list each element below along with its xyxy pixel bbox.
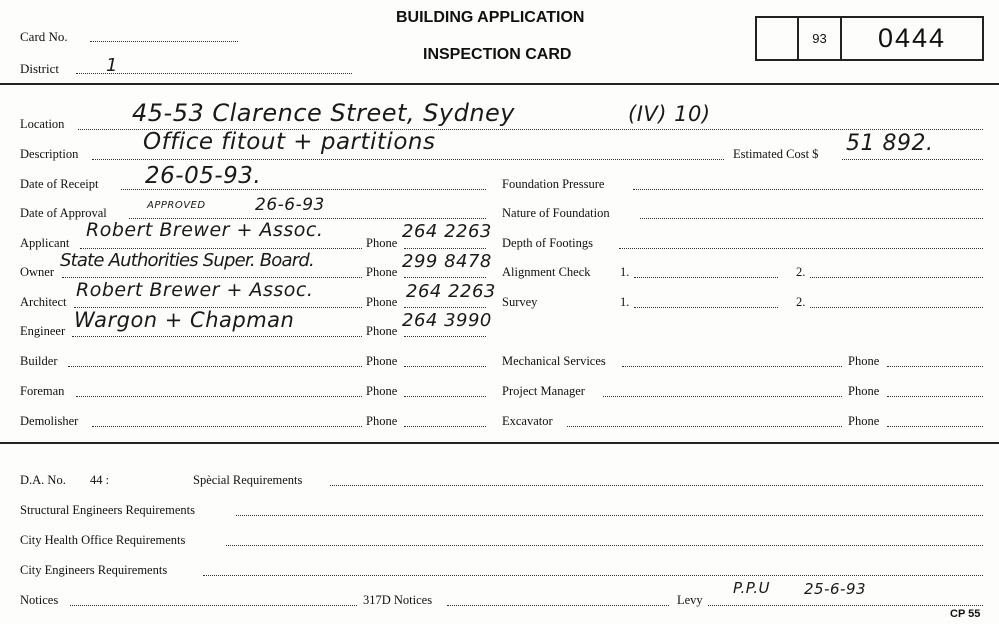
description-label: Description xyxy=(20,147,79,161)
date-of-receipt-value: 26-05-93. xyxy=(145,163,262,189)
district-label: District xyxy=(20,61,59,76)
title-line-2: INSPECTION CARD xyxy=(423,46,572,63)
architect-phone-value: 264 2263 xyxy=(406,281,496,302)
project-manager-label: Project Manager xyxy=(502,384,585,398)
levy-value: P.P.U xyxy=(733,579,770,597)
mechanical-phone-line xyxy=(887,366,983,367)
survey-num-2: 2. xyxy=(796,295,806,309)
estimated-cost-label: Estimated Cost $ xyxy=(733,147,819,161)
project-manager-phone-label: Phone xyxy=(848,384,880,398)
estimated-cost-value: 51 892. xyxy=(846,131,934,156)
date-of-approval-stamp: APPROVED xyxy=(147,200,206,211)
architect-phone-line xyxy=(404,307,486,308)
alignment-check-num-1: 1. xyxy=(620,265,630,279)
survey-label: Survey xyxy=(502,295,538,309)
nature-of-foundation-label: Nature of Foundation xyxy=(502,206,610,220)
structural-requirements-line xyxy=(236,515,983,516)
levy-line xyxy=(708,605,983,606)
number-box-blank xyxy=(757,18,799,59)
alignment-check-line-2 xyxy=(810,277,983,278)
applicant-phone-line xyxy=(404,248,486,249)
notices-label: Notices xyxy=(20,593,59,607)
engineer-label: Engineer xyxy=(20,324,66,338)
levy-date: 25-6-93 xyxy=(804,580,867,598)
date-of-approval-label: Date of Approval xyxy=(20,206,107,220)
top-divider xyxy=(0,83,999,85)
owner-value: State Authorities Super. Board. xyxy=(60,250,314,271)
alignment-check-num-2: 2. xyxy=(796,265,806,279)
number-box-number: 0444 xyxy=(877,23,947,53)
depth-of-footings-line xyxy=(619,248,983,249)
excavator-phone-label: Phone xyxy=(848,414,880,428)
mechanical-phone-label: Phone xyxy=(848,354,880,368)
middle-divider xyxy=(0,442,999,444)
project-manager-phone-line xyxy=(887,396,983,397)
engineer-phone-value: 264 3990 xyxy=(402,310,492,331)
date-of-receipt-label: Date of Receipt xyxy=(20,177,99,191)
mechanical-services-label: Mechanical Services xyxy=(502,354,606,368)
special-requirements-label: Spècial Requirements xyxy=(193,473,303,487)
structural-requirements-label: Structural Engineers Requirements xyxy=(20,503,195,517)
form-code: CP 55 xyxy=(950,608,981,620)
health-requirements-label: City Health Office Requirements xyxy=(20,533,186,547)
location-extra: (IV) 10) xyxy=(628,102,711,126)
engineer-line xyxy=(72,336,362,337)
foreman-line xyxy=(76,396,362,397)
notices-317d-label: 317D Notices xyxy=(363,593,433,607)
levy-label: Levy xyxy=(677,593,703,607)
location-label: Location xyxy=(20,117,65,131)
architect-label: Architect xyxy=(20,295,67,309)
foreman-label: Foreman xyxy=(20,384,65,398)
applicant-value: Robert Brewer + Assoc. xyxy=(86,219,324,241)
depth-of-footings-label: Depth of Footings xyxy=(502,236,593,250)
owner-label: Owner xyxy=(20,265,55,279)
owner-phone-line xyxy=(404,277,486,278)
builder-phone-label: Phone xyxy=(366,354,398,368)
card-no-label: Card No. xyxy=(20,29,68,44)
builder-label: Builder xyxy=(20,354,58,368)
applicant-label: Applicant xyxy=(20,236,70,250)
number-box-year: 93 xyxy=(799,18,842,59)
date-of-receipt-line xyxy=(121,189,486,190)
project-manager-line xyxy=(603,396,842,397)
demolisher-label: Demolisher xyxy=(20,414,79,428)
alignment-check-label: Alignment Check xyxy=(502,265,591,279)
engineer-phone-label: Phone xyxy=(366,324,398,338)
builder-phone-line xyxy=(404,366,486,367)
card-number-box xyxy=(755,16,984,61)
title-line-1: BUILDING APPLICATION xyxy=(396,9,585,26)
foreman-phone-line xyxy=(404,396,486,397)
foreman-phone-label: Phone xyxy=(366,384,398,398)
survey-num-1: 1. xyxy=(620,295,630,309)
city-engineers-requirements-line xyxy=(203,575,983,576)
applicant-phone-value: 264 2263 xyxy=(402,221,492,242)
da-no-value: 44 : xyxy=(90,473,110,487)
notices-line xyxy=(70,605,357,606)
owner-line xyxy=(62,277,362,278)
owner-phone-value: 299 8478 xyxy=(402,251,492,272)
estimated-cost-line xyxy=(842,159,983,160)
mechanical-services-line xyxy=(622,366,842,367)
demolisher-phone-label: Phone xyxy=(366,414,398,428)
nature-of-foundation-line xyxy=(640,218,983,219)
demolisher-line xyxy=(92,426,362,427)
card-no-line xyxy=(90,41,238,42)
special-requirements-line xyxy=(330,485,983,486)
alignment-check-line-1 xyxy=(634,277,778,278)
health-requirements-line xyxy=(226,545,983,546)
location-value: 45-53 Clarence Street, Sydney xyxy=(132,99,515,127)
date-of-approval-value: 26-6-93 xyxy=(255,195,325,215)
description-value: Office fitout + partitions xyxy=(143,129,436,155)
owner-phone-label: Phone xyxy=(366,265,398,279)
da-no-label: D.A. No. xyxy=(20,473,66,487)
engineer-phone-line xyxy=(404,336,486,337)
notices-317d-line xyxy=(447,605,669,606)
demolisher-phone-line xyxy=(404,426,486,427)
description-line xyxy=(92,159,724,160)
builder-line xyxy=(68,366,362,367)
survey-line-2 xyxy=(810,307,983,308)
foundation-pressure-line xyxy=(633,189,983,190)
foundation-pressure-label: Foundation Pressure xyxy=(502,177,605,191)
applicant-phone-label: Phone xyxy=(366,236,398,250)
applicant-line xyxy=(80,248,362,249)
excavator-line xyxy=(567,426,842,427)
excavator-label: Excavator xyxy=(502,414,553,428)
district-value: 1 xyxy=(106,55,118,76)
engineer-value: Wargon + Chapman xyxy=(74,308,295,332)
architect-phone-label: Phone xyxy=(366,295,398,309)
architect-value: Robert Brewer + Assoc. xyxy=(76,279,314,301)
excavator-phone-line xyxy=(887,426,983,427)
survey-line-1 xyxy=(634,307,778,308)
city-engineers-requirements-label: City Engineers Requirements xyxy=(20,563,168,577)
